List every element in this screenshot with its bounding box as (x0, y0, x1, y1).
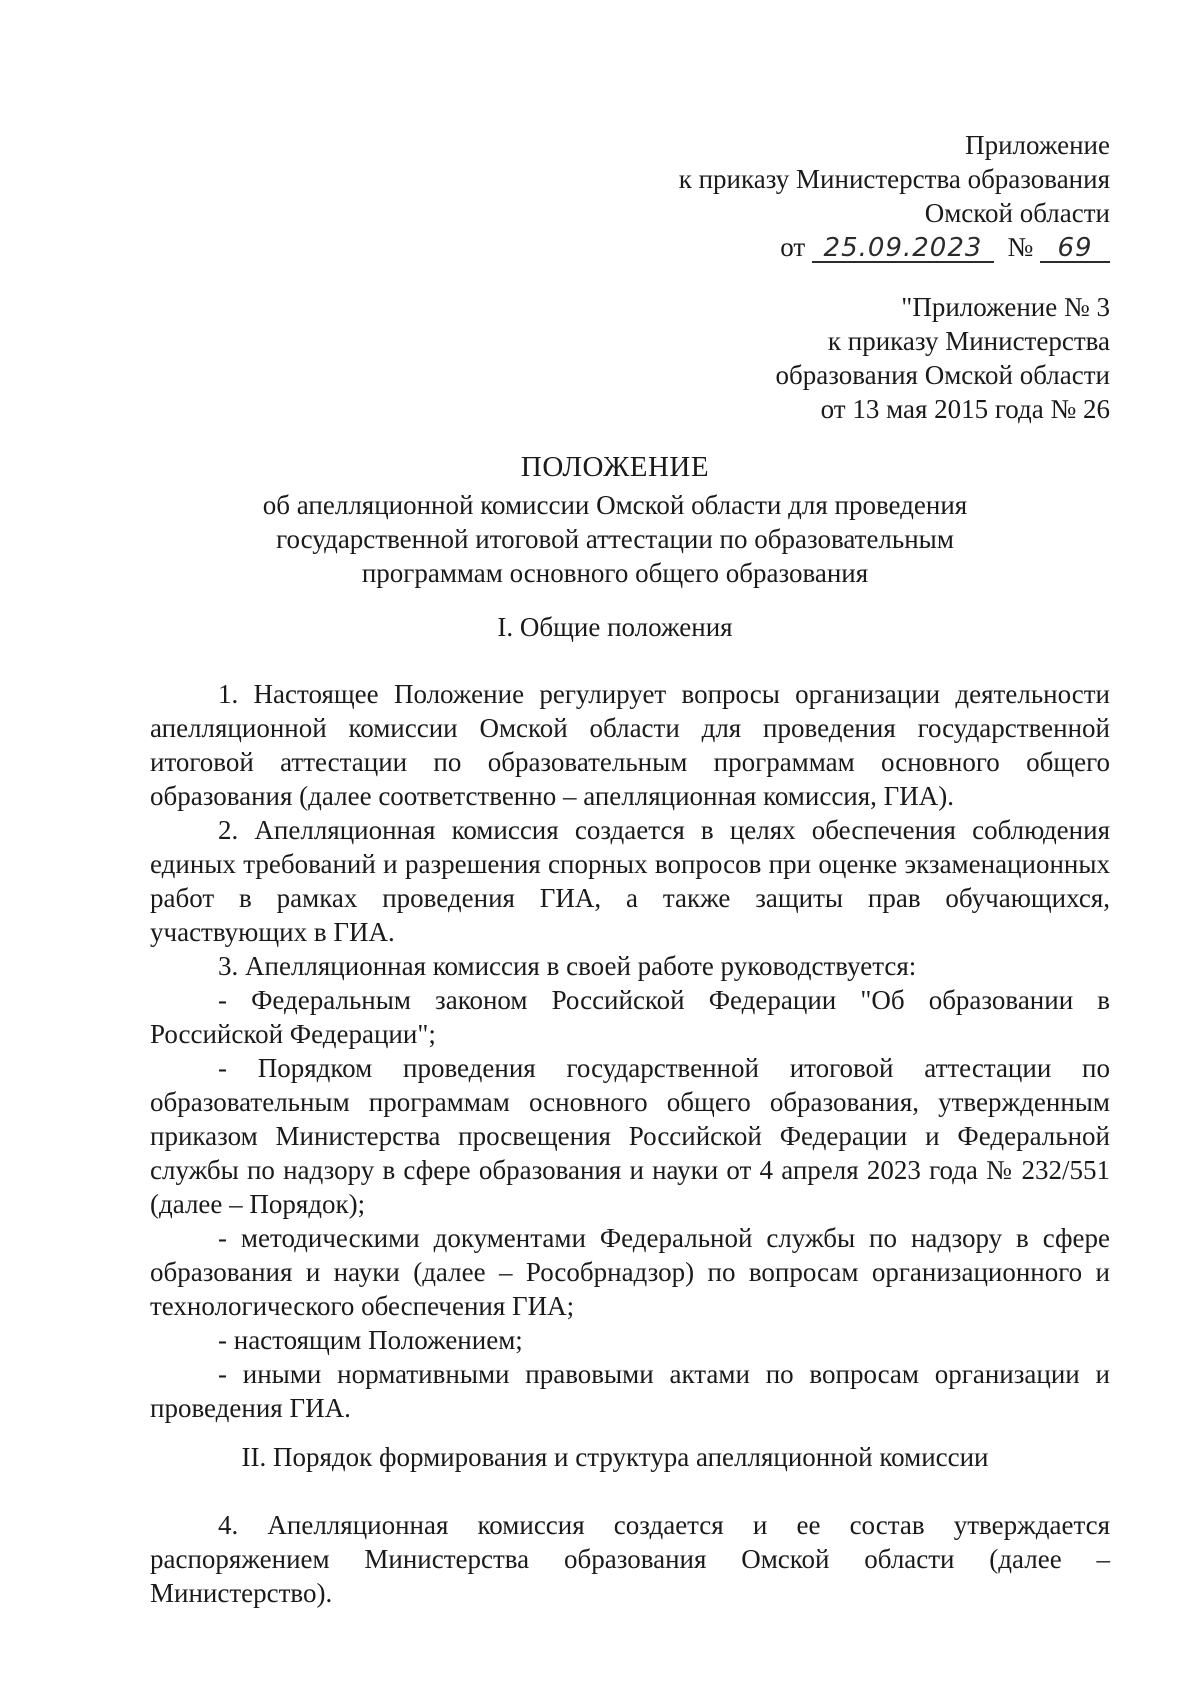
prior-appendix-date: от 13 мая 2015 года № 26 (820, 394, 1110, 424)
appendix-header (679, 128, 1110, 264)
document-title-block (150, 450, 1080, 590)
list-item: - Порядком проведения государственной итоговой аттестации по образовательным программам основного общего образования, утвержденным приказом Министерства просвещения Российской Федерации и Федеральной службы по надзору в сфере образования и науки от 4 апреля 2023 года № 232/551 (далее – Порядок); (150, 1053, 1110, 1219)
section-1-body (150, 677, 1110, 1425)
paragraph: 3. Апелляционная комиссия в своей работе руководствуется: (218, 951, 917, 981)
prior-appendix-ministry: образования Омской области (775, 360, 1110, 390)
number-prefix: № (1007, 232, 1034, 262)
prior-appendix-header (776, 290, 1110, 426)
paragraph: 4. Апелляционная комиссия создается и ее состав утверждается распоряжением Министерства образования Омской области (далее – Министерство). (150, 1510, 1110, 1608)
document-subtitle-line-2: государственной итоговой аттестации по образовательным (276, 524, 954, 554)
prior-appendix-order-ref: к приказу Министерства (827, 326, 1110, 356)
document-title: ПОЛОЖЕНИЕ (520, 451, 710, 483)
handwritten-number-field (1040, 234, 1110, 263)
handwritten-number: 69 (1057, 233, 1093, 263)
appendix-label: Приложение (965, 130, 1110, 160)
list-item: - иными нормативными правовыми актами по вопросам организации и проведения ГИА. (150, 1359, 1110, 1423)
document-subtitle-line-1: об апелляционной комиссии Омской области для проведения (262, 490, 968, 520)
list-item: - настоящим Положением; (218, 1325, 523, 1355)
date-prefix: от (780, 232, 806, 262)
appendix-order-ref: к приказу Министерства образования (678, 164, 1110, 194)
paragraph: 1. Настоящее Положение регулирует вопросы организации деятельности апелляционной комиссии Омской области для проведения государственной итоговой аттестации по образовательным программам основного общего образования (далее соответственно – апелляционная комиссия, ГИА). (150, 679, 1110, 811)
list-item: - Федеральным законом Российской Федерации "Об образовании в Российской Федерации"; (150, 985, 1110, 1049)
prior-appendix-label: "Приложение № 3 (901, 292, 1110, 322)
list-item: - методическими документами Федеральной службы по надзору в сфере образования и науки (далее – Рособрнадзор) по вопросам организационного и технологического обеспечения ГИА; (150, 1223, 1110, 1321)
section-2-body (150, 1508, 1110, 1610)
handwritten-date-field (812, 234, 994, 263)
appendix-region: Омской области (924, 198, 1110, 228)
section-1-heading: I. Общие положения (497, 612, 733, 642)
document-subtitle-line-3: программам основного общего образования (361, 558, 869, 588)
section-2-heading: II. Порядок формирования и структура апелляционной комиссии (241, 1442, 989, 1472)
handwritten-date: 25.09.2023 (823, 233, 983, 263)
appendix-date-number-line (679, 230, 1110, 264)
paragraph: 2. Апелляционная комиссия создается в целях обеспечения соблюдения единых требований и разрешения спорных вопросов при оценке экзаменационных работ в рамках проведения ГИА, а также защиты прав обучающихся, участвующих в ГИА. (150, 815, 1110, 947)
